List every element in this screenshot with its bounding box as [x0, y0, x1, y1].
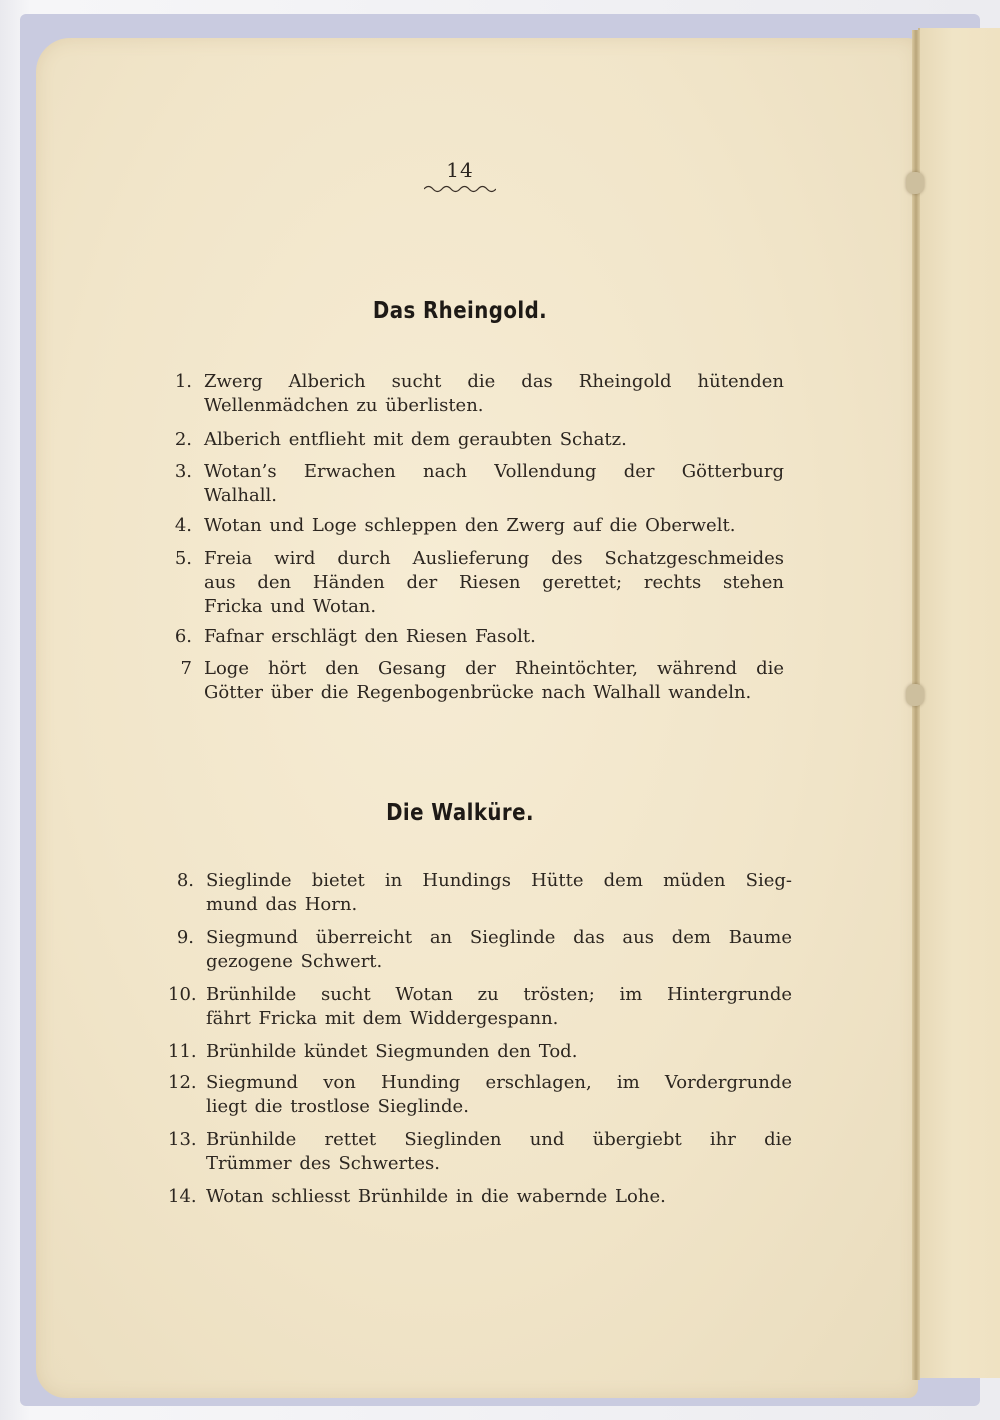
- wavy-ornament-icon: [424, 184, 496, 194]
- item-line: aus den Händen der Riesen gerettet; rechts stehen: [204, 572, 784, 593]
- item-number: 6.: [174, 626, 192, 647]
- item-line: Wotan’s Erwachen nach Vollendung der Götterburg: [204, 461, 784, 482]
- item-number: 5.: [174, 548, 192, 569]
- item-text: [206, 869, 792, 917]
- item-line: Brünhilde rettet Sieglinden und übergiebt ihr die: [206, 1129, 792, 1150]
- item-line: gezogene Schwert.: [206, 951, 383, 972]
- item-text: [206, 926, 792, 974]
- item-line: Wotan und Loge schleppen den Zwerg auf die Oberwelt.: [204, 515, 736, 536]
- item-number: 12.: [168, 1072, 197, 1093]
- item-text: [204, 428, 784, 452]
- item-line: Walhall.: [204, 485, 277, 506]
- list-item: [166, 547, 784, 619]
- item-number: 7: [180, 658, 192, 679]
- item-text: [204, 625, 784, 649]
- list-item: [166, 370, 784, 418]
- item-line: fährt Fricka mit dem Widdergespann.: [206, 1008, 559, 1029]
- item-line: Fafnar erschlägt den Riesen Fasolt.: [204, 626, 536, 647]
- section-title-walkuere: Die Walküre.: [386, 800, 534, 826]
- item-line: Fricka und Wotan.: [204, 596, 377, 617]
- item-line: Siegmund überreicht an Sieglinde das aus dem Baume: [206, 927, 792, 948]
- item-number: 13.: [168, 1129, 197, 1150]
- list-item: [166, 428, 784, 452]
- list-item: [168, 1128, 792, 1176]
- item-text: [206, 1128, 792, 1176]
- list-item: [166, 460, 784, 508]
- item-text: [206, 1040, 792, 1064]
- item-text: [206, 1185, 792, 1209]
- item-text: [204, 370, 784, 418]
- item-line: Trümmer des Schwertes.: [206, 1153, 440, 1174]
- item-line: Freia wird durch Auslieferung des Schatzgeschmeides: [204, 548, 784, 569]
- item-text: [206, 1071, 792, 1119]
- item-line: Zwerg Alberich sucht die das Rheingold hütenden: [204, 371, 784, 392]
- item-number: 9.: [176, 927, 194, 948]
- item-line: Wellenmädchen zu überlisten.: [204, 395, 484, 416]
- item-text: [206, 983, 792, 1031]
- item-number: 10.: [168, 984, 197, 1005]
- list-item: [166, 625, 784, 649]
- item-line: Loge hört den Gesang der Rheintöchter, während die: [204, 658, 784, 679]
- item-line: Siegmund von Hunding erschlagen, im Vordergrunde: [206, 1072, 792, 1093]
- item-number: 14.: [168, 1186, 197, 1207]
- list-item: [168, 1185, 792, 1209]
- list-item: [168, 983, 792, 1031]
- item-number: 8.: [176, 870, 194, 891]
- item-text: [204, 514, 784, 538]
- section-title-rheingold: Das Rheingold.: [372, 298, 548, 324]
- list-item: [168, 1071, 792, 1119]
- list-item: [168, 1040, 792, 1064]
- item-text: [204, 657, 784, 705]
- item-number: 4.: [174, 515, 192, 536]
- item-number: 3.: [174, 461, 192, 482]
- item-line: Götter über die Regenbogenbrücke nach Walhall wandeln.: [204, 682, 752, 703]
- item-line: Brünhilde kündet Siegmunden den Tod.: [206, 1041, 578, 1062]
- item-number: 2.: [174, 429, 192, 450]
- item-line: Brünhilde sucht Wotan zu trösten; im Hintergrunde: [206, 984, 792, 1005]
- item-line: Sieglinde bietet in Hundings Hütte dem müden Sieg-: [206, 870, 792, 891]
- item-line: liegt die trostlose Sieglinde.: [206, 1096, 469, 1117]
- page-number: 14: [446, 158, 474, 182]
- list-item: [168, 869, 792, 917]
- list-item: [166, 514, 784, 538]
- item-line: Alberich entflieht mit dem geraubten Schatz.: [204, 429, 627, 450]
- item-text: [204, 460, 784, 508]
- list-item: [166, 657, 784, 705]
- list-item: [168, 926, 792, 974]
- item-number: 11.: [168, 1041, 197, 1062]
- item-text: [204, 547, 784, 619]
- item-number: 1.: [174, 371, 192, 392]
- item-line: Wotan schliesst Brünhilde in die wabernde Lohe.: [206, 1186, 666, 1207]
- item-line: mund das Horn.: [206, 894, 358, 915]
